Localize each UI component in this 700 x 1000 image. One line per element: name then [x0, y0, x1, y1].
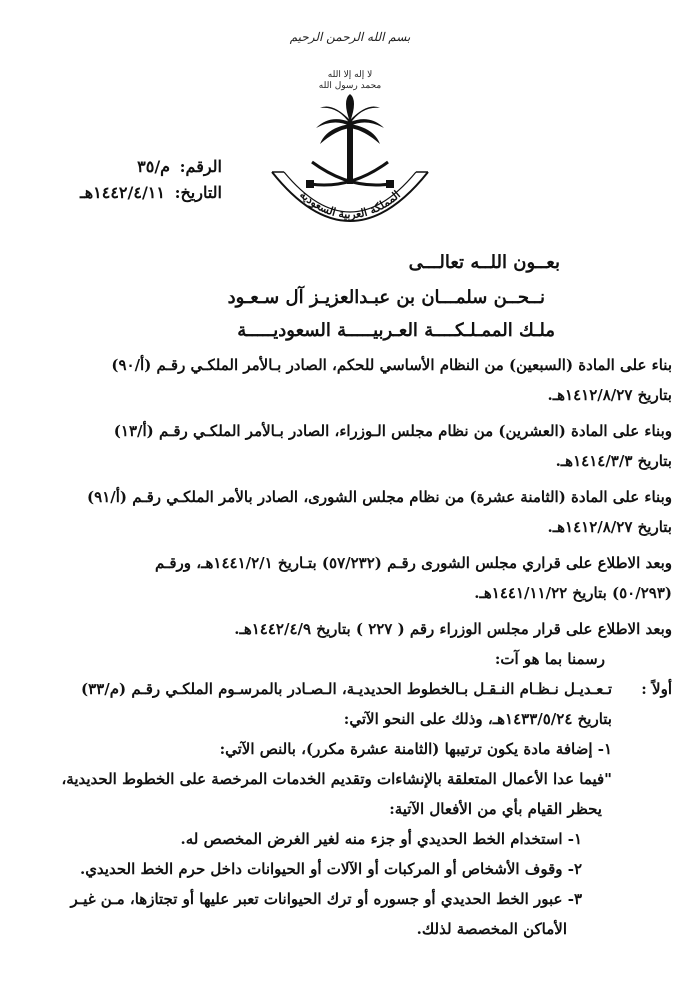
paragraph-2-line-1: وبناء على المادة (العشرين) من نظام مجلس الـوزراء، الصادر بـالأمر الملكـي رقـم (أ/١٣)	[113, 422, 672, 440]
heading-king-name: نــحــن سلمـــان بن عبـدالعزيـز آل سـعـود	[227, 287, 545, 308]
paragraph-1-line-2: بتاريخ ١٤١٢/٨/٢٧هـ.	[547, 386, 672, 404]
item-1: ١- إضافة مادة يكون ترتيبها (الثامنة عشرة مكرر)، بالنص الآتي:	[219, 740, 612, 758]
clause-first-text	[20, 674, 612, 944]
clause-first-label: أولاً :	[641, 680, 672, 698]
seal-line-1: لا إله إلا الله	[327, 70, 373, 80]
heading-king-title: ملـك الممـلـكــــة العـربيـــــة السعوديـــــة	[237, 320, 555, 341]
saudi-emblem-icon	[250, 92, 450, 237]
paragraph-3-line-1: وبناء على المادة (الثامنة عشرة) من نظام مجلس الشورى، الصادر بالأمر الملكـي رقـم (أ/٩١)	[87, 488, 672, 506]
basmala: بسم الله الرحمن الرحيم	[289, 30, 411, 44]
emblem-ring-text: المملكة العربية السعودية	[297, 188, 403, 222]
paragraph-1-line-1: بناء على المادة (السبعين) من النظام الأساسي للحكم، الصادر بـالأمر الملكـي رقـم (أ/٩٠)	[111, 356, 672, 374]
sub-item-3-line-1: ٣- عبور الخط الحديدي أو جسوره أو ترك الحيوانات تعبر عليها أو تجتازها، مـن غيـر	[70, 890, 582, 908]
paragraph-5: وبعد الاطلاع على قرار مجلس الوزراء رقم ( ٢٢٧ ) بتاريخ ١٤٤٢/٤/٩هـ.	[234, 620, 672, 638]
sub-item-2: ٢- وقوف الأشخاص أو المركبات أو الآلات أو الحيوانات داخل حرم الخط الحديدي.	[79, 860, 582, 878]
paragraph-4-line-1: وبعد الاطلاع على قراري مجلس الشورى رقـم (٥٧/٢٣٢) بتـاريخ ١٤٤١/٢/١هـ، ورقـم	[155, 554, 672, 572]
paragraph-2-line-2: بتاريخ ١٤١٤/٣/٣هـ.	[555, 452, 672, 470]
clause-first	[20, 674, 680, 944]
clause-first-line-1: تـعـديـل نـظـام النـقـل بـالخطوط الحديديـة، الـصـادر بالمرسـوم الملكـي رقـم (م/٣٣)	[81, 680, 612, 698]
quote-line-1: "فيما عدا الأعمال المتعلقة بالإنشاءات وتقديم الخدمات المرخصة على الخطوط الحديدية،	[61, 770, 612, 788]
shahada-seal	[310, 70, 390, 92]
clause-first-line-2: بتاريخ ١٤٣٣/٥/٢٤هـ، وذلك على النحو الآتي:	[343, 710, 612, 728]
paragraph-4-line-2: (٥٠/٢٩٣) بتاريخ ١٤٤١/١١/٢٢هـ.	[474, 584, 672, 602]
reference-date	[80, 180, 222, 206]
decree-body	[20, 350, 680, 944]
decreed-statement: رسمنا بما هو آت:	[494, 650, 605, 668]
reference-number	[80, 154, 222, 180]
ref-label: الرقم:	[179, 157, 222, 176]
sub-item-3-line-2: الأماكن المخصصة لذلك.	[416, 920, 567, 938]
ref-value: م/٣٥	[137, 157, 171, 176]
date-value: ١٤٤٢/٤/١١هـ	[80, 183, 165, 202]
reference-block	[80, 154, 222, 206]
heading-invocation: بعــون اللــه تعالـــى	[408, 252, 560, 273]
svg-text:المملكة العربية السعودية	[297, 188, 403, 221]
seal-line-2: محمد رسول الله	[318, 81, 382, 91]
paragraph-3-line-2: بتاريخ ١٤١٢/٨/٢٧هـ.	[547, 518, 672, 536]
quote-line-2: يحظر القيام بأي من الأفعال الآتية:	[389, 800, 602, 818]
sub-item-1: ١- استخدام الخط الحديدي أو جزء منه لغير الغرض المخصص له.	[180, 830, 582, 848]
date-label: التاريخ:	[174, 183, 222, 202]
